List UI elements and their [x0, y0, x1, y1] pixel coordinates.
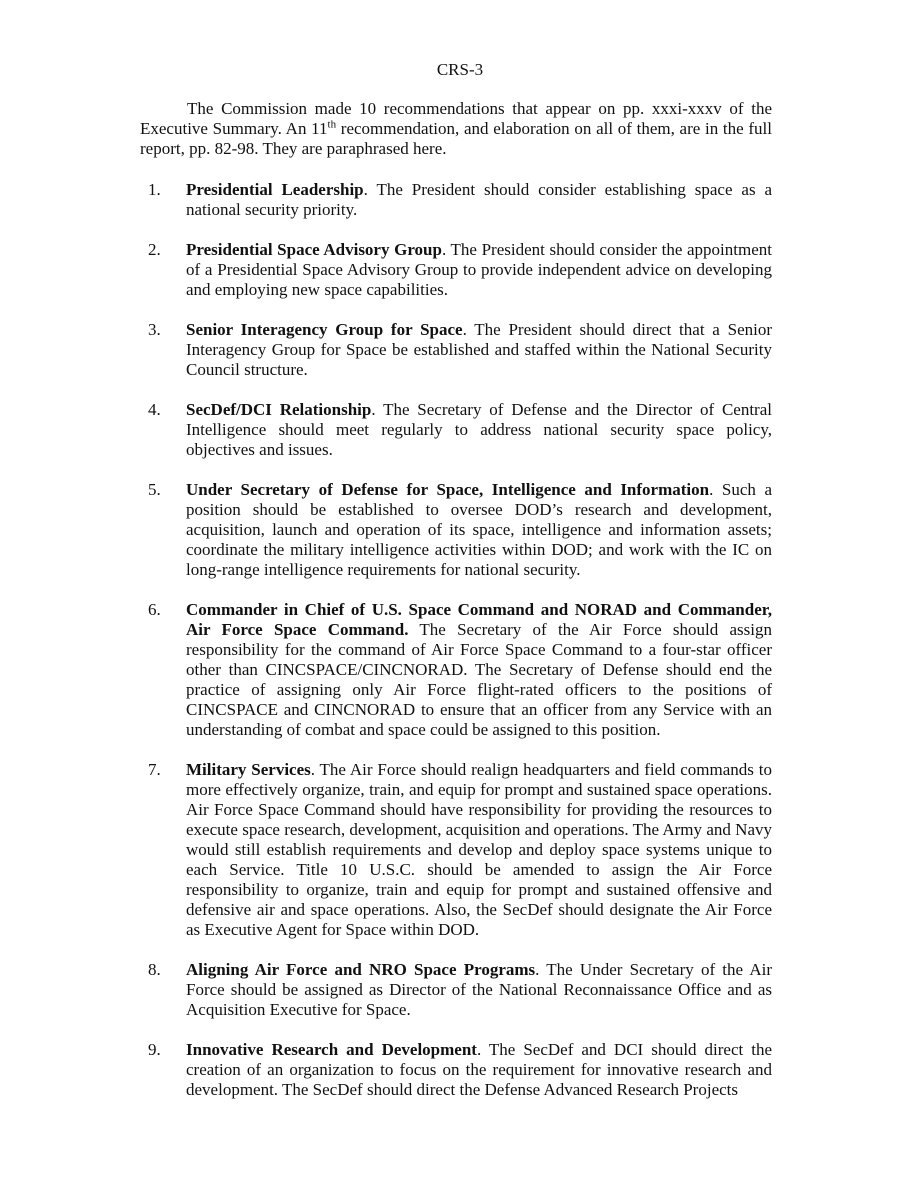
recommendation-number: 2. [148, 240, 161, 259]
recommendation-text: . The Under Secretary of the Air Force should be assigned as Director of the National Reconnaissance Office and as Acquisition Executive for Space. [186, 960, 772, 1019]
recommendation-title: Presidential Space Advisory Group [186, 240, 442, 259]
recommendation-number: 1. [148, 180, 161, 199]
recommendation-title: Military Services [186, 760, 311, 779]
recommendation-item-1 [140, 180, 772, 220]
recommendation-text: . The Air Force should realign headquarters and field commands to more effectively organize, train, and equip for prompt and sustained space operations. Air Force Space Command should have responsibility for providing the resources to execute space research, development, acquisition and operations. The Army and Navy would still establish requirements and develop and deploy space systems unique to each Service. Title 10 U.S.C. should be amended to assign the Air Force responsibility to organize, train and equip for prompt and sustained offensive and defensive air and space operations. Also, the SecDef should designate the Air Force as Executive Agent for Space within DOD. [186, 760, 772, 939]
recommendation-text: . The Secretary of Defense and the Director of Central Intelligence should meet regularly to address national security space policy, objectives and issues. [186, 400, 772, 459]
recommendation-text: The Secretary of the Air Force should assign responsibility for the command of Air Force Space Command to a four-star officer other than CINCSPACE/CINCNORAD. The Secretary of Defense should end the practice of assigning only Air Force flight-rated officers to the positions of CINCSPACE and CINCNORAD to ensure that an officer from any Service with an understanding of combat and space could be assigned to this position. [186, 620, 772, 739]
recommendation-item-5 [140, 480, 772, 580]
recommendation-title: Senior Interagency Group for Space [186, 320, 463, 339]
recommendation-text: . The President should consider the appointment of a Presidential Space Advisory Group to provide independent advice on developing and employing new space capabilities. [186, 240, 772, 299]
recommendation-title: Presidential Leadership [186, 180, 364, 199]
recommendation-number: 8. [148, 960, 161, 979]
recommendation-title: Aligning Air Force and NRO Space Programs [186, 960, 536, 979]
recommendation-number: 9. [148, 1040, 161, 1059]
recommendation-item-3 [140, 320, 772, 380]
recommendation-item-6 [140, 600, 772, 740]
intro-text-part2: recommendation, and elaboration on all of them, are in the full report, pp. 82-98. They are paraphrased here. [140, 119, 772, 158]
recommendation-item-4 [140, 400, 772, 460]
recommendation-number: 5. [148, 480, 161, 499]
recommendation-text: . The President should direct that a Senior Interagency Group for Space be established and staffed within the National Security Council structure. [186, 320, 772, 379]
recommendation-title: Innovative Research and Development [186, 1040, 477, 1059]
intro-superscript: th [327, 118, 337, 131]
intro-paragraph [140, 99, 772, 159]
recommendation-item-8 [140, 960, 772, 1020]
intro-text-part1: The Commission made 10 recommendations that appear on pp. xxxi-xxxv of the Executive Summary. An 11 [140, 99, 772, 138]
recommendation-number: 7. [148, 760, 161, 779]
recommendation-list [140, 180, 772, 1120]
recommendation-text: . Such a position should be established to oversee DOD’s research and development, acquisition, launch and operation of its space, intelligence and information assets; coordinate the military intelligence activities within DOD; and work with the IC on long-range intelligence requirements for national security. [186, 480, 773, 579]
recommendation-title: Commander in Chief of U.S. Space Command and NORAD and Commander, Air Force Space Command. [186, 600, 772, 639]
recommendation-item-9 [140, 1040, 772, 1100]
recommendation-number: 3. [148, 320, 161, 339]
recommendation-text: . The President should consider establishing space as a national security priority. [186, 180, 772, 219]
recommendation-item-7 [140, 760, 772, 940]
recommendation-item-2 [140, 240, 772, 300]
recommendation-title: SecDef/DCI Relationship [186, 400, 372, 419]
page-header: CRS-3 [436, 60, 484, 79]
recommendation-number: 4. [148, 400, 161, 419]
recommendation-text: . The SecDef and DCI should direct the creation of an organization to focus on the requirement for innovative research and development. The SecDef should direct the Defense Advanced Research Projects [186, 1040, 773, 1099]
recommendation-title: Under Secretary of Defense for Space, Intelligence and Information [186, 480, 710, 499]
recommendation-number: 6. [148, 600, 161, 619]
